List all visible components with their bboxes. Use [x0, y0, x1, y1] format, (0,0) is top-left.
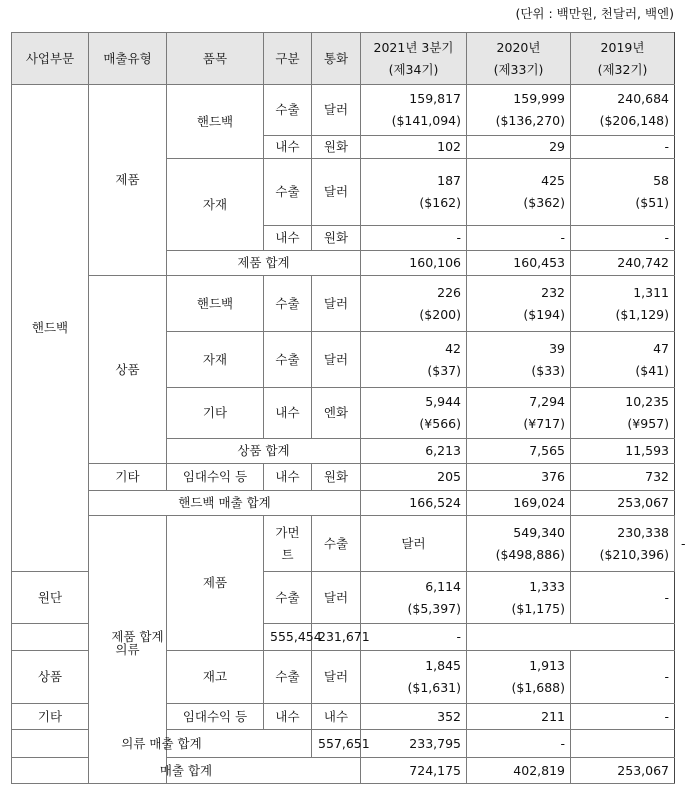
value-2020: 159,999 ($136,270): [467, 85, 571, 136]
value-2020: 39 ($33): [467, 332, 571, 388]
value-2021: 226 ($200): [361, 276, 467, 332]
header-2021: 2021년 3분기 (제34기): [361, 33, 467, 85]
division-domestic: 내수: [264, 464, 312, 491]
header-item: 품목: [167, 33, 264, 85]
value-2019: 253,067: [571, 491, 675, 516]
item-garment: 가먼트: [264, 516, 312, 572]
value-2019: 10,235 (¥957): [571, 388, 675, 439]
type-goods: 상품: [89, 276, 167, 464]
currency-won: 원화: [312, 136, 361, 159]
product-total-label: 제품 합계: [167, 251, 361, 276]
header-sales-type: 매출유형: [89, 33, 167, 85]
type-product: 제품: [89, 85, 167, 276]
segment-total-row: [12, 491, 675, 516]
header-2020: 2020년 (제33기): [467, 33, 571, 85]
value-2021: 555,454: [264, 624, 312, 651]
value-2020: 233,795: [361, 730, 467, 758]
value-2020: -: [467, 226, 571, 251]
item-handbag: 핸드백: [167, 85, 264, 159]
value-2019: 47 ($41): [571, 332, 675, 388]
grand-total-label: 매출 합계: [12, 758, 361, 784]
currency-dollar: 달러: [312, 159, 361, 226]
table-row: [12, 464, 675, 491]
item-fabric: 원단: [12, 572, 89, 624]
currency-yen: 엔화: [312, 388, 361, 439]
segment-total-row: [12, 730, 675, 758]
division-export: 수출: [264, 159, 312, 226]
table-row: 의류 제품 가먼트 수출 달러 549,340 ($498,886) 230,338 ($210,396) -: [12, 516, 675, 572]
value-2021: 42 ($37): [361, 332, 467, 388]
segment-clothing: 의류: [89, 516, 167, 784]
header-segment: 사업부문: [12, 33, 89, 85]
value-2019: 1,311 ($1,129): [571, 276, 675, 332]
value-2020: 376: [467, 464, 571, 491]
value-2019: -: [571, 704, 675, 730]
division-domestic: 내수: [264, 226, 312, 251]
value-2019: -: [571, 651, 675, 704]
value-2020: 402,819: [467, 758, 571, 784]
value-2019: 253,067: [571, 758, 675, 784]
value-2021: 724,175: [361, 758, 467, 784]
value-2020: 211: [467, 704, 571, 730]
sales-table: [11, 32, 686, 784]
item-handbag: 핸드백: [167, 276, 264, 332]
value-2019: 11,593: [571, 439, 675, 464]
table-row: [12, 276, 675, 332]
currency-dollar: 달러: [361, 516, 467, 572]
currency-won: 원화: [312, 464, 361, 491]
value-2020: 1,913 ($1,688): [467, 651, 571, 704]
value-2021: 557,651: [312, 730, 361, 758]
value-2019: 240,742: [571, 251, 675, 276]
value-2021: 102: [361, 136, 467, 159]
item-rental: 임대수익 등: [167, 704, 264, 730]
value-2020: 425 ($362): [467, 159, 571, 226]
header-division: 구분: [264, 33, 312, 85]
item-material: 자재: [167, 159, 264, 251]
currency-dollar: 달러: [312, 651, 361, 704]
clothing-total-label: 의류 매출 합계: [12, 730, 312, 758]
item-material: 자재: [167, 332, 264, 388]
value-2019: -: [467, 730, 571, 758]
value-2020: 1,333 ($1,175): [467, 572, 571, 624]
unit-note: (단위 : 백만원, 천달러, 백엔): [515, 6, 674, 21]
item-rental: 임대수익 등: [167, 464, 264, 491]
handbag-total-label: 핸드백 매출 합계: [89, 491, 361, 516]
type-product: 제품: [167, 516, 264, 651]
grand-total-row: [12, 758, 675, 784]
division-export: 수출: [264, 651, 312, 704]
division-export: 수출: [264, 332, 312, 388]
currency-dollar: 달러: [312, 276, 361, 332]
header-row: [12, 33, 675, 85]
table-row: [12, 85, 675, 136]
value-2019: 240,684 ($206,148): [571, 85, 675, 136]
value-2020: 231,671: [312, 624, 361, 651]
value-2020: 230,338 ($210,396): [571, 516, 675, 572]
value-2020: 160,453: [467, 251, 571, 276]
value-2021: 6,213: [361, 439, 467, 464]
value-2019: -: [361, 624, 467, 651]
value-2019: 732: [571, 464, 675, 491]
segment-handbag: 핸드백: [12, 85, 89, 572]
value-2021: 187 ($162): [361, 159, 467, 226]
currency-dollar: 달러: [312, 85, 361, 136]
item-inventory: 재고: [167, 651, 264, 704]
clothing-product-total-label: 제품 합계: [12, 624, 264, 651]
value-2019: -: [571, 226, 675, 251]
division-export: 수출: [264, 85, 312, 136]
value-2019: -: [571, 136, 675, 159]
type-other: 기타: [89, 464, 167, 491]
value-2021: 352: [361, 704, 467, 730]
value-2021: -: [361, 226, 467, 251]
value-2021: 549,340 ($498,886): [467, 516, 571, 572]
currency-won: 원화: [312, 226, 361, 251]
value-2021: 160,106: [361, 251, 467, 276]
value-2020: 169,024: [467, 491, 571, 516]
value-2021: 159,817 ($141,094): [361, 85, 467, 136]
division-export: 수출: [264, 572, 312, 624]
currency-dollar: 달러: [312, 332, 361, 388]
value-2020: 7,294 (¥717): [467, 388, 571, 439]
currency-domestic: 내수: [312, 704, 361, 730]
division-domestic: 내수: [264, 704, 312, 730]
division-export: 수출: [264, 276, 312, 332]
division-export: 수출: [312, 516, 361, 572]
value-2021: 166,524: [361, 491, 467, 516]
header-2019: 2019년 (제32기): [571, 33, 675, 85]
value-2021: 205: [361, 464, 467, 491]
value-2020: 232 ($194): [467, 276, 571, 332]
item-etc: 기타: [167, 388, 264, 439]
value-2021: 5,944 (¥566): [361, 388, 467, 439]
currency-dollar: 달러: [312, 572, 361, 624]
header-currency: 통화: [312, 33, 361, 85]
division-domestic: 내수: [264, 136, 312, 159]
value-2021: 6,114 ($5,397): [361, 572, 467, 624]
value-2019: -: [571, 572, 675, 624]
type-other: 기타: [12, 704, 89, 730]
division-domestic: 내수: [264, 388, 312, 439]
value-2021: 1,845 ($1,631): [361, 651, 467, 704]
value-2020: 7,565: [467, 439, 571, 464]
subtotal-row: [12, 624, 675, 651]
value-2020: 29: [467, 136, 571, 159]
value-2019: 58 ($51): [571, 159, 675, 226]
type-goods: 상품: [12, 651, 89, 704]
goods-total-label: 상품 합계: [167, 439, 361, 464]
